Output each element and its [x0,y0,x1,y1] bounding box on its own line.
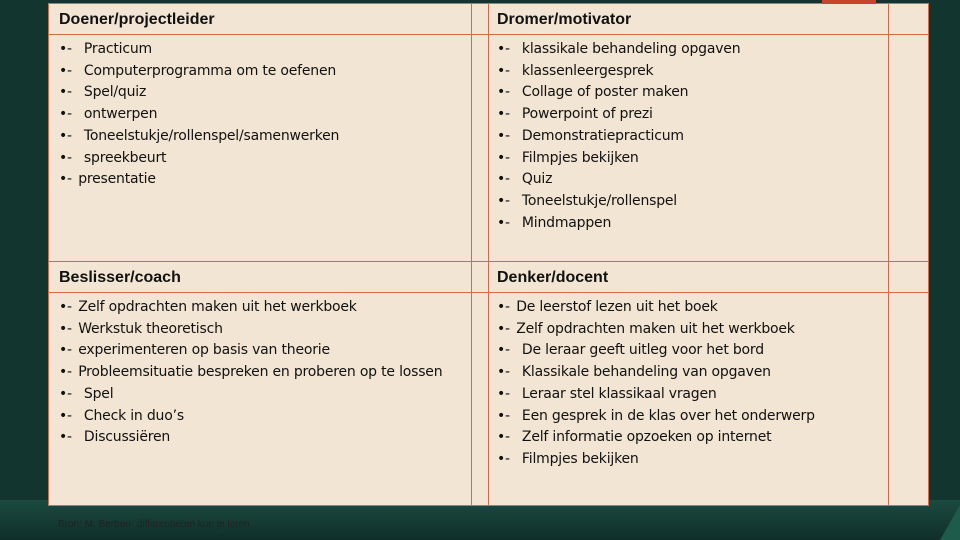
list-item [497,126,878,148]
list-item [497,319,878,341]
table-header-row [49,4,929,35]
list-item [497,340,878,362]
list-dromer [489,35,888,234]
list-item-text: Een gesprek in de klas over het onderwerp [521,407,815,424]
spacer-cell [472,262,489,293]
list-item [59,297,461,319]
list-item-text: Spel/quiz [83,84,147,101]
heading-cell-dromer [489,4,889,35]
list-denker [489,293,888,471]
list-item-text: spreekbeurt [83,149,167,166]
list-item-text: Probleemsituatie bespreken en proberen op te lossen [78,364,443,381]
corner-decoration [940,505,960,540]
bullet-icon: •- [59,407,72,424]
list-item [59,384,461,406]
list-item-text: Klassikale behandeling van opgaven [521,364,771,381]
list-item-text: Mindmappen [521,214,612,231]
bullet-icon: •- [59,342,72,359]
bullet-icon: •- [497,407,510,424]
heading-cell-beslisser [49,262,472,293]
list-item-text: Filmpjes bekijken [521,450,639,467]
list-item [59,104,461,126]
list-item-text: Quiz [521,171,553,188]
list-item-text: De leraar geeft uitleg voor het bord [521,342,764,359]
bullet-icon: •- [59,106,72,123]
list-item-text: Practicum [83,41,152,57]
list-item-text: Toneelstukje/rollenspel [521,192,677,209]
list-item [59,39,461,61]
list-doener [49,35,471,191]
list-item-text: Spel [83,385,114,402]
bullet-icon: •- [59,171,72,188]
bullet-icon: •- [59,149,72,166]
spacer-cell [472,4,489,35]
bullet-icon: •- [497,127,510,144]
list-item [59,319,461,341]
list-item [59,82,461,104]
bullet-icon: •- [59,299,72,315]
list-item [59,61,461,83]
heading-dromer: Dromer/motivator [497,11,632,28]
list-item [497,191,878,213]
bullet-icon: •- [497,385,510,402]
list-item [497,297,878,319]
list-item-text: Computerprogramma om te oefenen [83,62,337,79]
list-item [497,169,878,191]
table-body-row [49,293,929,506]
list-item-text: Zelf opdrachten maken uit het werkboek [516,320,795,337]
bullet-icon: •- [497,429,510,446]
bullet-icon: •- [497,62,510,79]
list-item-text: Zelf opdrachten maken uit het werkboek [78,299,357,315]
bullet-icon: •- [59,41,72,57]
list-item-text: Toneelstukje/rollenspel/samenwerken [83,127,340,144]
bullet-icon: •- [497,192,510,209]
heading-cell-doener [49,4,472,35]
list-item-text: Collage of poster maken [521,84,689,101]
bullet-icon: •- [59,364,72,381]
list-item-text: Leraar stel klassikaal vragen [521,385,717,402]
spacer-cell [472,35,489,262]
list-item [497,39,878,61]
list-item-text: Powerpoint of prezi [521,106,653,123]
bullet-icon: •- [497,214,510,231]
list-item-text: Demonstratiepracticum [521,127,684,144]
bullet-icon: •- [59,429,72,446]
list-item [497,362,878,384]
list-item-text: experimenteren op basis van theorie [78,342,330,359]
accent-bar [822,0,876,4]
empty-cell [889,262,929,293]
bullet-icon: •- [497,342,510,359]
list-item [59,406,461,428]
heading-doener: Doener/projectleider [59,11,215,28]
bullet-icon: •- [59,84,72,101]
list-item [497,148,878,170]
list-item [497,82,878,104]
list-item [497,384,878,406]
list-item-text: De leerstof lezen uit het boek [516,299,718,315]
list-cell-denker [489,293,889,506]
bullet-icon: •- [59,385,72,402]
bullet-icon: •- [497,171,510,188]
learning-styles-table [48,3,929,506]
list-item [59,126,461,148]
list-item [497,427,878,449]
table-body-row [49,35,929,262]
source-note: Bron: M. Berben- differentieren kun je leren [58,519,250,530]
list-item [497,61,878,83]
list-item [59,427,461,449]
list-item [59,340,461,362]
bullet-icon: •- [497,149,510,166]
list-item [497,213,878,235]
list-item [59,148,461,170]
list-item-text: presentatie [78,171,156,188]
list-cell-doener [49,35,472,262]
bullet-icon: •- [59,62,72,79]
list-item [497,449,878,471]
list-item [59,362,461,384]
empty-cell [889,35,929,262]
heading-cell-denker [489,262,889,293]
list-item-text: Werkstuk theoretisch [78,320,223,337]
bullet-icon: •- [497,450,510,467]
bullet-icon: •- [497,84,510,101]
empty-cell [889,4,929,35]
bullet-icon: •- [497,299,510,315]
bullet-icon: •- [497,364,510,381]
heading-beslisser: Beslisser/coach [59,269,181,286]
list-cell-beslisser [49,293,472,506]
heading-denker: Denker/docent [497,269,609,286]
list-item-text: Filmpjes bekijken [521,149,639,166]
table-header-row [49,262,929,293]
bullet-icon: •- [497,320,510,337]
list-item-text: klassenleergesprek [521,62,654,79]
list-cell-dromer [489,35,889,262]
list-beslisser [49,293,471,449]
list-item-text: klassikale behandeling opgaven [521,41,741,57]
list-item-text: Check in duo’s [83,407,184,424]
spacer-cell [472,293,489,506]
bullet-icon: •- [59,320,72,337]
list-item-text: ontwerpen [83,106,158,123]
list-item [497,104,878,126]
list-item-text: Zelf informatie opzoeken op internet [521,429,772,446]
bullet-icon: •- [59,127,72,144]
empty-cell [889,293,929,506]
list-item [59,169,461,191]
bullet-icon: •- [497,41,510,57]
list-item-text: Discussiëren [83,429,171,446]
list-item [497,406,878,428]
bullet-icon: •- [497,106,510,123]
